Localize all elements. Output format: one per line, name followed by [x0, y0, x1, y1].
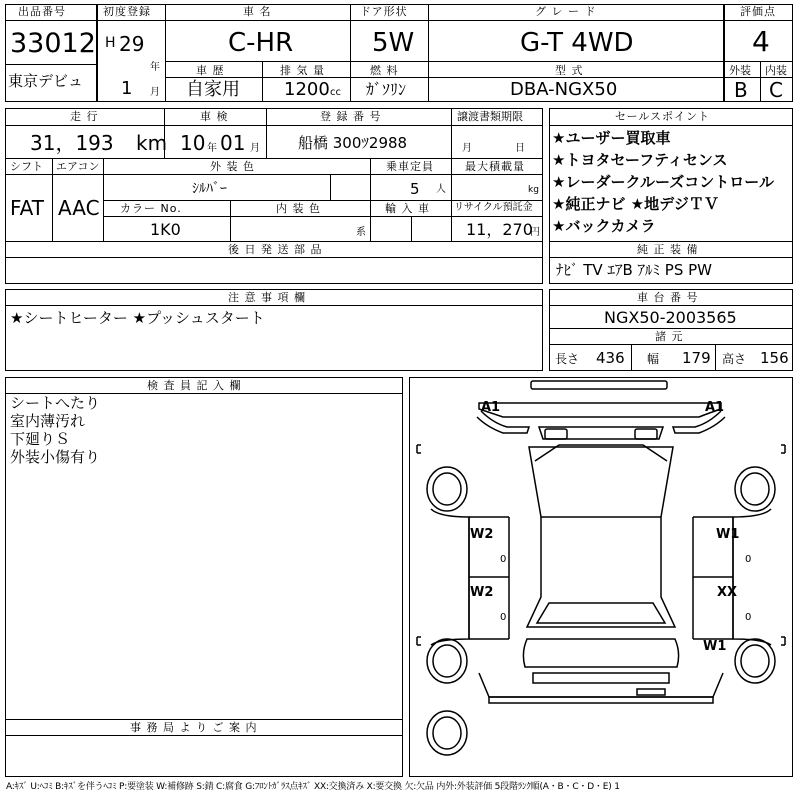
- plate-number: 船橋 300ﾂ2988: [298, 134, 408, 152]
- lot-number: 33012: [10, 28, 96, 59]
- notes-text: ★シートヒーター ★プッシュスタート: [10, 309, 265, 327]
- recycle-deposit-label: リサイクル預託金: [454, 202, 533, 213]
- capacity-label: 乗車定員: [386, 160, 434, 173]
- transfer-deadline-label: 譲渡書類期限: [457, 110, 523, 123]
- door-type-label: ドア形状: [360, 5, 408, 18]
- sales-point-item: ★バックカメラ: [552, 217, 656, 235]
- vehicle-length: 436: [596, 349, 625, 367]
- exterior-color-label: 外 装 色: [210, 160, 255, 173]
- mileage-unit: km: [136, 131, 168, 155]
- month-unit: 月: [150, 87, 160, 98]
- sales-points-label: セールスポイント: [615, 110, 711, 123]
- equipment-list: ﾅﾋﾞ TV ｴｱB ｱﾙﾐ PS PW: [556, 261, 712, 279]
- capacity-unit: 人: [436, 184, 446, 195]
- length-label: 長さ: [555, 352, 580, 366]
- interior-color-unit: 系: [356, 227, 366, 238]
- mileage-label: 走 行: [70, 110, 99, 123]
- debut-badge: 東京デビュ: [8, 72, 84, 90]
- history-label: 車 歴: [196, 64, 225, 77]
- damage-mark-a1-front-right: A1: [705, 400, 725, 415]
- ac-type: AAC: [58, 196, 100, 220]
- office-notice-label: 事 務 局 よ り ご 案 内: [130, 721, 258, 734]
- damage-mark-zero: 0: [500, 554, 507, 565]
- damage-mark-w1-front-right-door: W1: [716, 527, 740, 542]
- import-label: 輸 入 車: [385, 202, 430, 215]
- damage-mark-w2-front-left-door: W2: [470, 527, 494, 542]
- inspector-label: 検 査 員 記 入 欄: [147, 379, 242, 392]
- displacement: 1200: [284, 79, 330, 100]
- damage-mark-w1-rear-right: W1: [703, 639, 727, 654]
- exterior-grade: B: [734, 78, 748, 102]
- vehicle-width: 179: [682, 349, 711, 367]
- chassis-number: NGX50-2003565: [604, 308, 737, 327]
- damage-mark-a1-front-left: A1: [481, 400, 501, 415]
- lot-number-label: 出品番号: [18, 5, 66, 18]
- damage-mark-xx-rear-right-door: XX: [717, 585, 738, 600]
- model-code-label: 型 式: [555, 64, 584, 77]
- inspector-note: 下廻りＳ: [10, 430, 71, 448]
- door-type: 5W: [372, 28, 415, 58]
- exterior-color: ｼﾙﾊﾞｰ: [192, 181, 227, 197]
- ac-label: エアコン: [56, 160, 100, 173]
- inspection-year: 10: [180, 131, 206, 155]
- model-code: DBA-NGX50: [510, 79, 618, 100]
- overall-score: 4: [752, 25, 770, 58]
- color-number: 1K0: [150, 220, 181, 239]
- later-parts-label: 後 日 発 送 部 品: [228, 243, 323, 256]
- sales-point-item: ★レーダークルーズコントロール: [552, 173, 774, 191]
- car-diagram: [409, 377, 793, 777]
- displacement-unit: cc: [330, 87, 341, 98]
- transfer-day-unit: 日: [515, 143, 525, 154]
- interior-color-label: 内 装 色: [276, 202, 321, 215]
- registration-year: 29: [119, 32, 145, 56]
- first-registration-label: 初度登録: [103, 5, 151, 18]
- year-unit: 年: [150, 62, 160, 73]
- inspection-month: 01: [220, 131, 246, 155]
- transfer-month-unit: 月: [462, 143, 472, 154]
- score-label: 評価点: [740, 5, 776, 18]
- damage-mark-zero: 0: [745, 612, 752, 623]
- shift-label: シフト: [10, 160, 43, 173]
- interior-grade-label: 内装: [765, 64, 787, 77]
- mileage: 31，193: [30, 131, 114, 155]
- fuel-type: ｶﾞｿﾘﾝ: [366, 80, 407, 99]
- damage-mark-zero: 0: [500, 612, 507, 623]
- sales-point-item: ★トヨタセーフティセンス: [552, 151, 728, 169]
- inspector-note: シートへたり: [10, 394, 101, 412]
- load-unit: kg: [528, 185, 539, 195]
- inspector-note: 外装小傷有り: [10, 448, 101, 466]
- notes-label: 注 意 事 項 欄: [228, 291, 306, 304]
- car-name: C-HR: [228, 28, 294, 58]
- interior-grade: C: [769, 78, 783, 102]
- damage-code-legend: A:ｷｽﾞ U:ﾍｺﾐ B:ｷｽﾞを伴うﾍｺﾐ P:要塗装 W:補修跡 S:錆 C:腐食 G:ﾌﾛﾝﾄｶﾞﾗｽ点ｷｽﾞ XX:交換済み X:要交換 欠:欠品 内外:外装評価 5段階ﾗﾝｸ順(A・B・C・D・E) 1: [6, 782, 620, 792]
- grade-label: グ レ ー ド: [535, 5, 597, 18]
- max-load-label: 最大積載量: [465, 160, 525, 173]
- registration-month: 1: [121, 78, 133, 99]
- seating-capacity: 5: [410, 180, 420, 198]
- recycle-deposit: 11，270: [466, 220, 533, 239]
- car-name-label: 車 名: [243, 5, 272, 18]
- era-letter: H: [105, 35, 116, 51]
- chassis-label: 車 台 番 号: [637, 291, 699, 304]
- color-number-label: カラー No.: [120, 202, 182, 215]
- dimensions-label: 諸 元: [655, 330, 684, 343]
- damage-mark-w2-rear-left-door: W2: [470, 585, 494, 600]
- shift-type: FAT: [10, 196, 45, 220]
- recycle-unit: 円: [530, 227, 540, 238]
- plate-label: 登 録 番 号: [320, 110, 382, 123]
- sales-point-item: ★ユーザー買取車: [552, 129, 671, 147]
- inspector-note: 室内薄汚れ: [10, 412, 86, 430]
- inspection-month-unit: 月: [250, 143, 260, 154]
- vehicle-height: 156: [760, 349, 789, 367]
- inspection-year-unit: 年: [207, 143, 217, 154]
- vehicle-history: 自家用: [186, 79, 240, 100]
- inspection-label: 車 検: [200, 110, 229, 123]
- width-label: 幅: [647, 352, 660, 366]
- displacement-label: 排 気 量: [280, 64, 325, 77]
- exterior-grade-label: 外装: [729, 64, 751, 77]
- equipment-label: 純 正 装 備: [637, 243, 699, 256]
- sales-point-item: ★純正ナビ ★地デジＴＶ: [552, 195, 719, 213]
- height-label: 高さ: [722, 352, 747, 366]
- grade: G-T 4WD: [520, 28, 634, 58]
- damage-mark-zero: 0: [745, 554, 752, 565]
- fuel-label: 燃 料: [370, 64, 399, 77]
